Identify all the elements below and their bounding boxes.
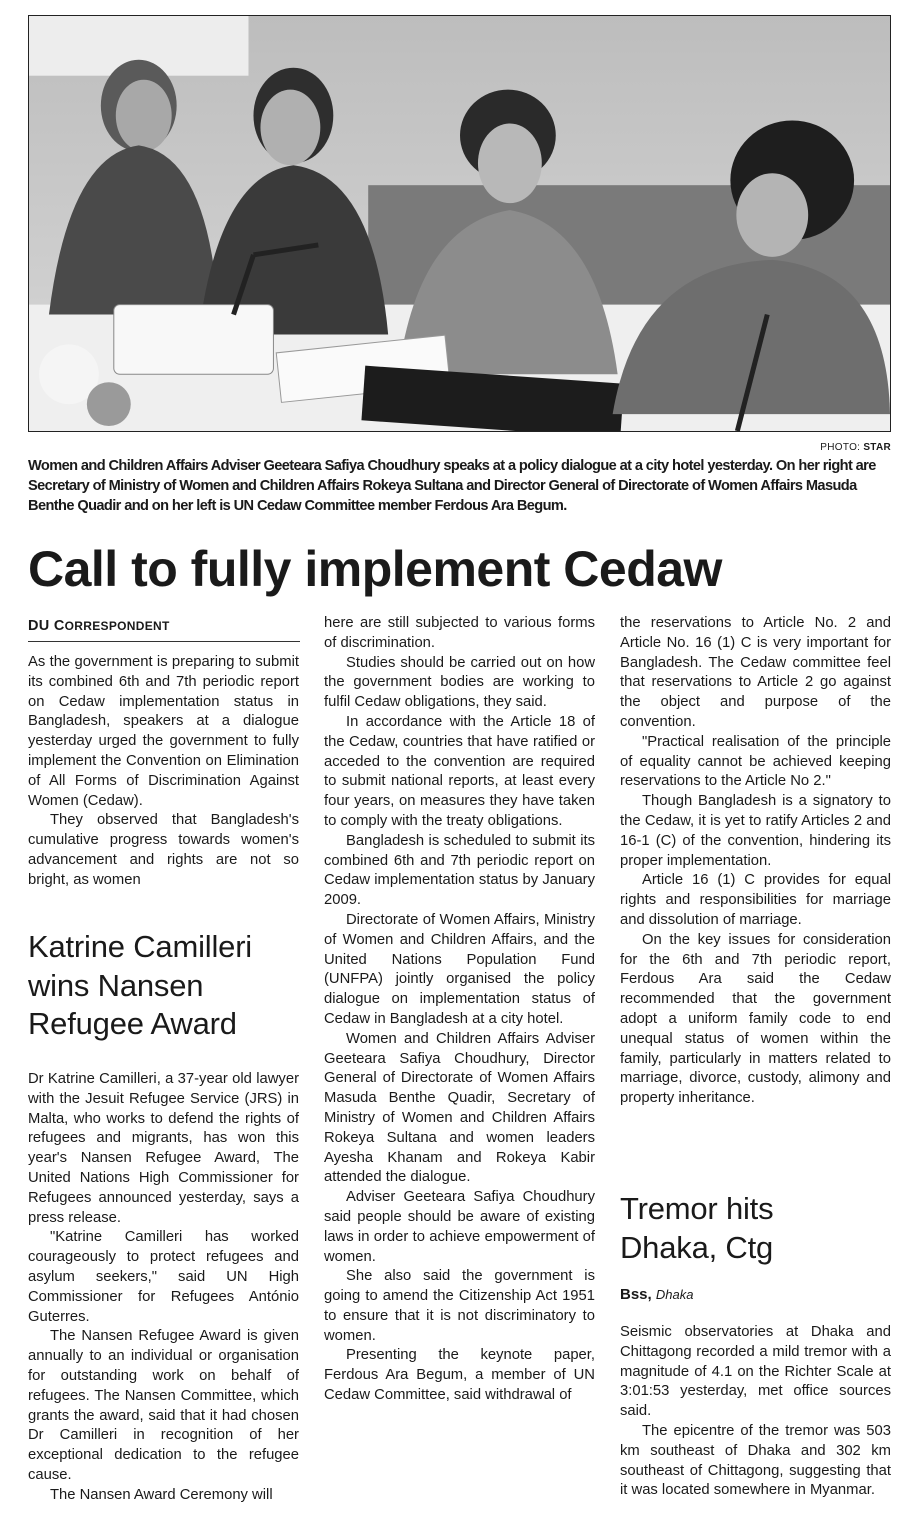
paragraph: In accordance with the Article 18 of the Cedaw, countries that have ratified or acceded to the convention are required to submit national reports, at least every four years, on measures they have taken to comply with the treaty obligations.: [324, 713, 595, 829]
paragraph: "Katrine Camilleri has worked courageously to protect refugees and asylum seekers," said UN High Commissioner for Refugees António Guterres.: [28, 1229, 299, 1325]
main-story-col2: [324, 614, 595, 1514]
paragraph: "Practical realisation of the principle of equality cannot be achieved keeping reservations to the Article No 2.": [620, 733, 891, 790]
paragraph: Dr Katrine Camilleri, a 37-year old lawyer with the Jesuit Refugee Service (JRS) in Malta, who works to defend the rights of refugees and migrants, has won this year's Nansen Refugee Award, The United Nations High Commissioner for Refugees announced yesterday, says a press release.: [28, 1071, 299, 1226]
paragraph: The Nansen Award Ceremony will: [50, 1486, 273, 1503]
paragraph: Though Bangladesh is a signatory to the Cedaw, it is yet to ratify Articles 2 and 16-1 (C) of the convention, hindering its proper implementation.: [620, 793, 891, 869]
main-story-col1: [28, 653, 299, 891]
nansen-headline: Katrine Camilleri wins Nansen Refugee Award: [28, 929, 252, 1041]
main-headline: Call to fully implement Cedaw: [28, 541, 722, 597]
paragraph: Bangladesh is scheduled to submit its combined 6th and 7th periodic report on Cedaw implementation status by January 2009.: [324, 832, 595, 909]
paragraph: Adviser Geeteara Safiya Choudhury said people should be aware of existing laws in order to achieve empowerment of women.: [324, 1189, 595, 1265]
news-photo: [28, 15, 891, 432]
paragraph: Studies should be carried out on how the government bodies are working to fulfil Cedaw obligations, they said.: [324, 654, 595, 711]
paragraph: Presenting the keynote paper, Ferdous Ara Begum, a member of UN Cedaw Committee, said withdrawal of: [324, 1347, 595, 1404]
photo-illustration: [29, 16, 890, 431]
paragraph: here are still subjected to various forms of discrimination.: [324, 615, 595, 651]
paragraph: Women and Children Affairs Adviser Geeteara Safiya Choudhury, Director General of Directorate of Women Affairs Masuda Benthe Quadir, Secretary of Ministry of Women and Children Affairs Rokeya Sultana and women leaders Ayesha Khanam and Rokeya Kabir attended the dialogue.: [324, 1030, 595, 1186]
paragraph: They observed that Bangladesh's cumulative progress towards women's advancement and rights are not so bright, as women: [28, 812, 299, 888]
paragraph: The epicentre of the tremor was 503 km southeast of Dhaka and 302 km southeast of Chittagong, suggesting that it was located somewhere in Myanmar.: [620, 1422, 891, 1499]
photo-caption: Women and Children Affairs Adviser Geeteara Safiya Choudhury speaks at a policy dialogue at a city hotel yesterday. On her right are Secretary of Ministry of Women and Children Affairs Rokeya Sultana and Director General of Directorate of Women Affairs Masuda Benthe Quadir and on her left is UN Cedaw Committee member Ferdous Ara Begum.: [28, 458, 876, 514]
paragraph: As the government is preparing to submit its combined 6th and 7th periodic report on Cedaw implementation status in Bangladesh, speakers at a dialogue yesterday urged the government to fully implement the Convention on Elimination of All Forms of Discrimination Against Women (Cedaw).: [28, 654, 299, 809]
paragraph: the reservations to Article No. 2 and Article No. 16 (1) C is very important for Bangladesh. The Cedaw committee feel that reservations to Article 2 go against the object and purpose of the convention.: [620, 615, 891, 730]
paragraph: On the key issues for consideration for the 6th and 7th periodic report, Ferdous Ara said the Cedaw recommended that the government adopt a uniform family code to end unequal status of women within the family, particularly in matters related to marriage, divorce, custody, alimony and property inheritance.: [620, 931, 891, 1107]
main-byline: DU CORRESPONDENT: [28, 618, 170, 634]
paragraph: Directorate of Women Affairs, Ministry of Women and Children Affairs, and the United Nations Population Fund (UNFPA) jointly organised the policy dialogue on implementation status of Cedaw in Bangladesh at a city hotel.: [324, 911, 595, 1027]
tremor-story-body: [620, 1323, 891, 1501]
byline-divider: [28, 641, 300, 642]
tremor-byline: Bss, Dhaka: [620, 1286, 694, 1303]
main-story-col3: [620, 614, 891, 1109]
tremor-headline: Tremor hits Dhaka, Ctg: [620, 1191, 774, 1265]
paragraph: She also said the government is going to amend the Citizenship Act 1951 to ensure that it is not discriminatory to women.: [324, 1268, 595, 1344]
photo-credit: PHOTO: STAR: [820, 442, 891, 453]
nansen-story-body: [28, 1070, 299, 1528]
paragraph: Article 16 (1) C provides for equal rights and responsibilities for marriage and dissolution of marriage.: [620, 872, 891, 928]
paragraph: The Nansen Refugee Award is given annually to an individual or organisation for outstanding work on behalf of refugees. The Nansen Committee, which grants the award, said that it had chosen Dr Camilleri in recognition of her exceptional dedication to the refugee cause.: [28, 1328, 299, 1483]
paragraph: Seismic observatories at Dhaka and Chittagong recorded a mild tremor with a magnitude of 4.1 on the Richter Scale at 3:01:53 yesterday, met office sources said.: [620, 1324, 891, 1420]
